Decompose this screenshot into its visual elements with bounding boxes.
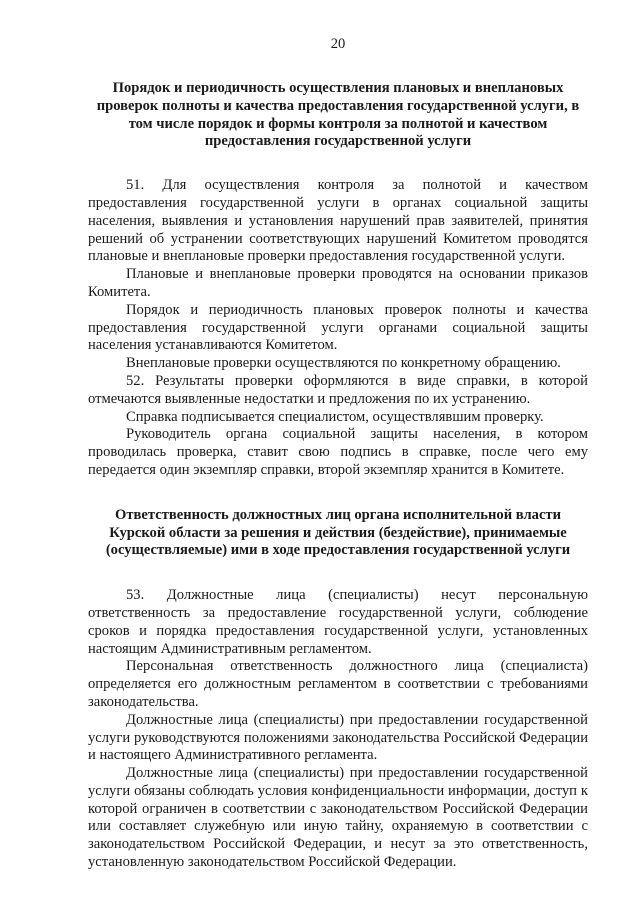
paragraph-report-signature: Справка подписывается специалистом, осуществлявшим проверку. — [126, 408, 544, 425]
paragraph-personal-responsibility: Персональная ответственность должностного лица (специалиста) определяется его должностным регламентом в соответствии с требованиями законодательства. — [88, 658, 588, 710]
paragraph-scheduled-checks-basis: Плановые и внеплановые проверки проводятся на основании приказов Комитета. — [88, 266, 588, 300]
section-inspections — [88, 80, 588, 480]
page-number: 20 — [330, 36, 346, 52]
section-heading-responsibility: Ответственность должностных лиц органа исполнительной власти Курской области за решения и действия (бездействие), принимаемые (осуществляемые) ими в ходе предоставления государственной услуги — [105, 506, 571, 559]
paragraph-51: 51. Для осуществления контроля за полнотой и качеством предоставления государственной услуги в органах социальной защиты населения, выявления и установления нарушений прав заявителей, принятия решений об устранении соответствующих нарушений Комитетом проводятся плановые и внеплановые проверки предоставления государственной услуги. — [88, 177, 588, 265]
paragraph-53: 53. Должностные лица (специалисты) несут персональную ответственность за предоставление государственной услуги, соблюдение сроков и порядка предоставления государственной услуги, установленных настоящим Административным регламентом. — [88, 587, 588, 657]
paragraph-check-frequency: Порядок и периодичность плановых проверок полноты и качества предоставления государственной услуги органами социальной защиты населения устанавливаются Комитетом. — [88, 301, 588, 354]
paragraph-52: 52. Результаты проверки оформляются в виде справки, в которой отмечаются выявленные недостатки и предложения по их устранению. — [88, 372, 588, 407]
section-responsibility — [88, 507, 588, 872]
paragraph-report-copies: Руководитель органа социальной защиты населения, в котором проводилась проверка, ставит свою подпись в справке, после чего ему передается один экземпляр справки, второй экземпляр хранится в Комитете. — [88, 426, 588, 478]
section-heading-inspections: Порядок и периодичность осуществления плановых и внеплановых проверок полноты и качества предоставления государственной услуги, в том числе порядок и формы контроля за полнотой и качеством предоставления государственной услуги — [96, 80, 580, 150]
paragraph-confidentiality: Должностные лица (специалисты) при предоставлении государственной услуги обязаны соблюдать условия конфиденциальности информации, доступ к которой ограничен в соответствии с законодательством Российской Федерации или составляет служебную или иную тайну, охраняемую в соответствии с законодательством Российской Федерации, и несут за это ответственность, установленную законодательством Российской Федерации. — [88, 765, 588, 871]
paragraph-legislation-guidance: Должностные лица (специалисты) при предоставлении государственной услуги руководствуются положениями законодательства Российской Федерации и настоящего Административного регламента. — [88, 711, 588, 764]
paragraph-unscheduled-checks: Внеплановые проверки осуществляются по конкретному обращению. — [126, 355, 561, 372]
